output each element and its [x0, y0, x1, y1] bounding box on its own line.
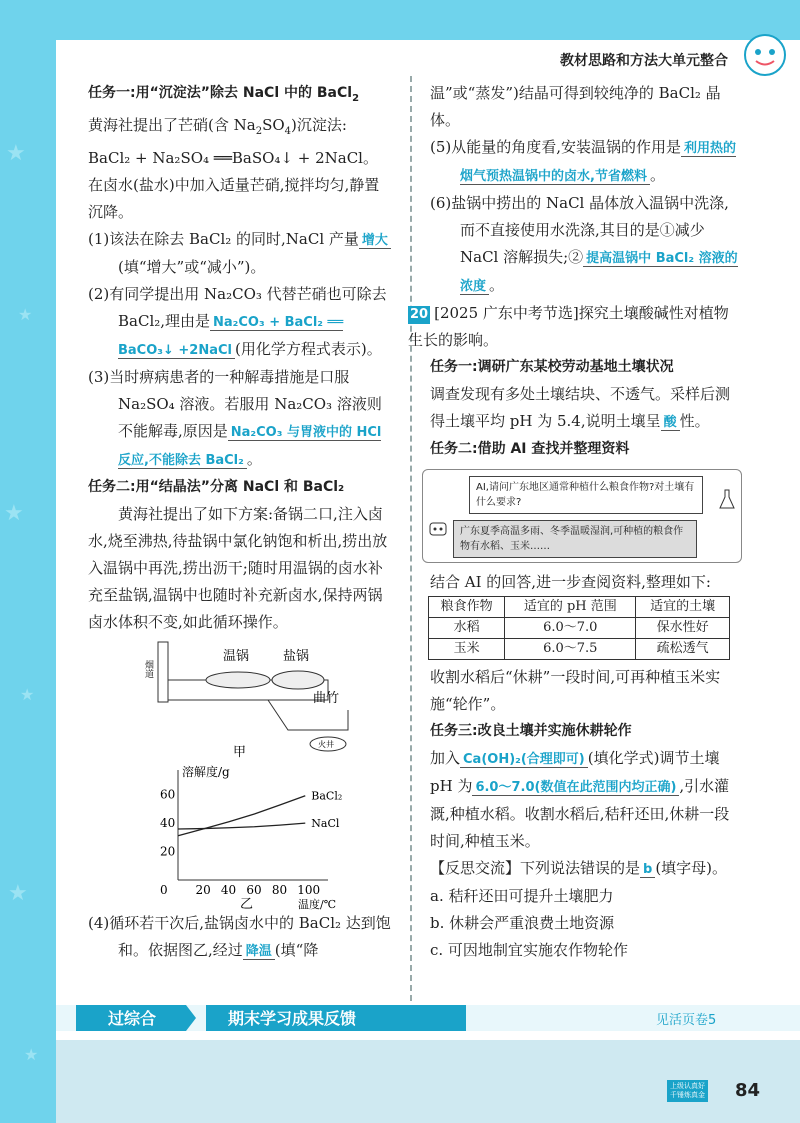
flue-label: 曲竹 [313, 690, 340, 706]
footer-banner [56, 1003, 800, 1033]
option-a: a. 秸秆还田可提升土壤肥力 [430, 887, 614, 905]
question-2: (2)有同学提出用 Na₂CO₃ 代替芒硝也可除去 BaCl₂,理由是 Na₂CO₃ + BaCl₂ ══ BaCO₃↓ +2NaCl (用化学方程式表示)。 [88, 284, 387, 358]
warm-pot-label: 温锅 [223, 648, 250, 664]
figure-jia-caption: 甲 [233, 744, 247, 760]
table-row [429, 618, 730, 639]
x-tick-label: 100 [297, 882, 321, 897]
text-line: 在卤水(盐水)中加入适量芒硝,搅拌均匀,静置沉降。 [88, 175, 380, 221]
solubility-chart [88, 760, 394, 910]
mascot-icon [740, 30, 790, 80]
question-1: (1)该法在除去 BaCl₂ 的同时,NaCl 产量 增大(填“增大”或“减小”)。 [88, 226, 394, 281]
figure-jia [88, 640, 394, 760]
svg-text:★: ★ [24, 1045, 39, 1064]
option-b: b. 休耕会严重浪费土地资源 [430, 914, 615, 932]
y-tick-label: 60 [160, 787, 176, 802]
option-c: c. 可因地制宜实施农作物轮作 [430, 941, 628, 959]
x-tick-label: 80 [271, 882, 288, 897]
y-tick-label: 40 [160, 815, 176, 830]
footer-title: 期末学习成果反馈 [228, 1009, 357, 1028]
table-cell: 6.0～7.0 [505, 618, 636, 639]
text-line: 调查发现有多处土壤结块、不透气。采样后测得土壤平均 pH 为 5.4,说明土壤呈 酸 性。 [430, 385, 731, 430]
answer-6: 提高温锅中 BaCl₂ 溶液的浓度 [460, 251, 738, 294]
table-cell: 玉米 [429, 639, 505, 660]
question-number: 20 [410, 307, 429, 322]
answer-acid: 酸 [661, 415, 680, 431]
reflection: 【反思交流】下列说法错误的是 b (填字母)。 [430, 859, 728, 877]
question-20: 20 [2025 广东中考节选]探究土壤酸碱性对植物生长的影响。 [408, 304, 729, 349]
x-tick-label: 20 [195, 882, 211, 897]
chimney-label: 烟道 [143, 659, 153, 678]
table-header: 适宜的 pH 范围 [505, 597, 636, 618]
question-4: (4)循环若干次后,盐锅卤水中的 BaCl₂ 达到饱和。依据图乙,经过 降温 (填“降 [88, 913, 391, 959]
y-axis-label: 溶解度/g [182, 764, 230, 779]
table-cell: 水稻 [429, 618, 505, 639]
y-tick-label: 20 [160, 844, 176, 859]
table-cell: 保水性好 [636, 618, 730, 639]
flask-icon [719, 488, 735, 510]
task-heading: 任务三:改良土壤并实施休耕轮作 [430, 723, 632, 739]
answer-caoh2: Ca(OH)₂(合理即可) [460, 752, 588, 768]
series-line-1 [178, 796, 305, 836]
method-paragraph: 黄海社提出了如下方案:备锅二口,注入卤水,烧至沸热,待盐锅中氯化钠饱和析出,捞出放入温锅中再洗,捞出沥干;随时用温锅的卤水补充至盐锅,温锅中也随时补充新卤水,保持两锅卤水体积不变,如此循环操作。 [88, 504, 388, 631]
svg-text:★: ★ [18, 305, 33, 324]
chemical-equation: BaCl₂ + Na₂SO₄ ══BaSO₄↓ + 2NaCl。 [88, 148, 378, 167]
question-6: (6)盐锅中捞出的 NaCl 晶体放入温锅中洗涤,而不直接使用水洗涤,其目的是①减少 NaCl 溶解损失;② 提高温锅中 BaCl₂ 溶液的浓度 。 [430, 194, 738, 294]
salt-pot-label: 盐锅 [283, 648, 310, 664]
page-number: 84 [734, 1080, 760, 1101]
crop-table [428, 596, 730, 660]
svg-text:★: ★ [20, 685, 35, 704]
answer-4: 降温 [243, 944, 275, 960]
right-column [408, 80, 740, 964]
x-axis-label: 温度/℃ [298, 897, 337, 910]
task-heading: 任务二:借助 AI 查找并整理资料 [430, 441, 630, 457]
table-header-row [429, 597, 730, 618]
column-divider [410, 76, 412, 1001]
table-cell: 疏松透气 [636, 639, 730, 660]
table-header: 适宜的土壤 [636, 597, 730, 618]
answer-1: 增大 [359, 233, 391, 249]
table-cell: 6.0～7.5 [505, 639, 636, 660]
table-row [429, 639, 730, 660]
answer-2: Na₂CO₃ + BaCl₂ ══ BaCO₃↓ +2NaCl [118, 314, 344, 358]
footer-badge: 过综合 [108, 1009, 157, 1028]
answer-3: Na₂CO₃ 与胃液中的 HCl 反应,不能除去 BaCl₂ [118, 424, 382, 468]
text-line: 黄海社提出了芒硝(含 $Na_2SO_4$)沉淀法: [88, 115, 347, 137]
page-header-title: 教材思路和方法大单元整合 [560, 53, 728, 69]
question-5: (5)从能量的角度看,安装温锅的作用是 利用热的烟气预热温锅中的卤水,节省燃料 。 [430, 138, 737, 184]
series-label-1: BaCl₂ [311, 789, 343, 803]
left-column [88, 80, 394, 965]
x-tick-label: 60 [246, 882, 262, 897]
question-3: (3)当时痹病患者的一种解毒措施是口服 Na₂SO₄ 溶液。若服用 Na₂CO₃ 溶液则不能解毒,原因是 Na₂CO₃ 与胃液中的 HCl 反应,不能除去 BaCl₂ 。 [88, 367, 382, 468]
table-header: 粮食作物 [429, 597, 505, 618]
origin-tick: 0 [160, 882, 168, 897]
answer-ph: 6.0～7.0(数值在此范围内均正确) [472, 780, 679, 796]
page-tag: 上级认真好 千锤炼真金 [667, 1080, 708, 1102]
series-line-2 [178, 823, 305, 829]
svg-text:★: ★ [6, 141, 26, 166]
text-line: 温”或“蒸发”)结晶可得到较纯净的 BaCl₂ 晶体。 [430, 84, 721, 129]
text-line: 收割水稻后“休耕”一段时间,可再种植玉米实施“轮作”。 [430, 668, 721, 713]
task1-heading: 任务一:用“沉淀法”除去 NaCl 中的 BaCl$_2$ [88, 85, 360, 104]
footer-ref: 见活页卷5 [656, 1013, 717, 1028]
text-line: 结合 AI 的回答,进一步查阅资料,整理如下: [430, 573, 711, 591]
ai-answer-bubble: 广东夏季高温多雨、冬季温暖湿润,可种植的粮食作物有水稻、玉米…… [453, 520, 697, 558]
answer-5: 利用热的烟气预热温锅中的卤水,节省燃料 [460, 141, 737, 184]
ai-chat-box [422, 469, 742, 563]
task3-text: 加入 Ca(OH)₂(合理即可) (填化学式)调节土壤 pH 为 6.0～7.0(数值在此范围内均正确) ,引水灌溉,种植水稻。收割水稻后,秸秆还田,休耕一段时间,种植玉米。 [430, 749, 730, 850]
task-heading: 任务一:调研广东某校劳动基地土壤状况 [430, 359, 674, 375]
robot-icon [427, 520, 449, 538]
user-question-bubble: AI,请问广东地区通常种植什么粮食作物?对土壤有什么要求? [469, 476, 703, 514]
svg-text:★: ★ [8, 881, 28, 906]
svg-text:★: ★ [4, 501, 24, 526]
fire-well-label: 火井 [318, 739, 334, 749]
figure-yi-caption: 乙 [240, 896, 254, 910]
x-tick-label: 40 [220, 882, 237, 897]
answer-reflection: b [640, 862, 655, 878]
series-label-2: NaCl [311, 816, 340, 830]
top-band [56, 0, 800, 40]
task2-heading: 任务二:用“结晶法”分离 NaCl 和 BaCl₂ [88, 478, 345, 495]
